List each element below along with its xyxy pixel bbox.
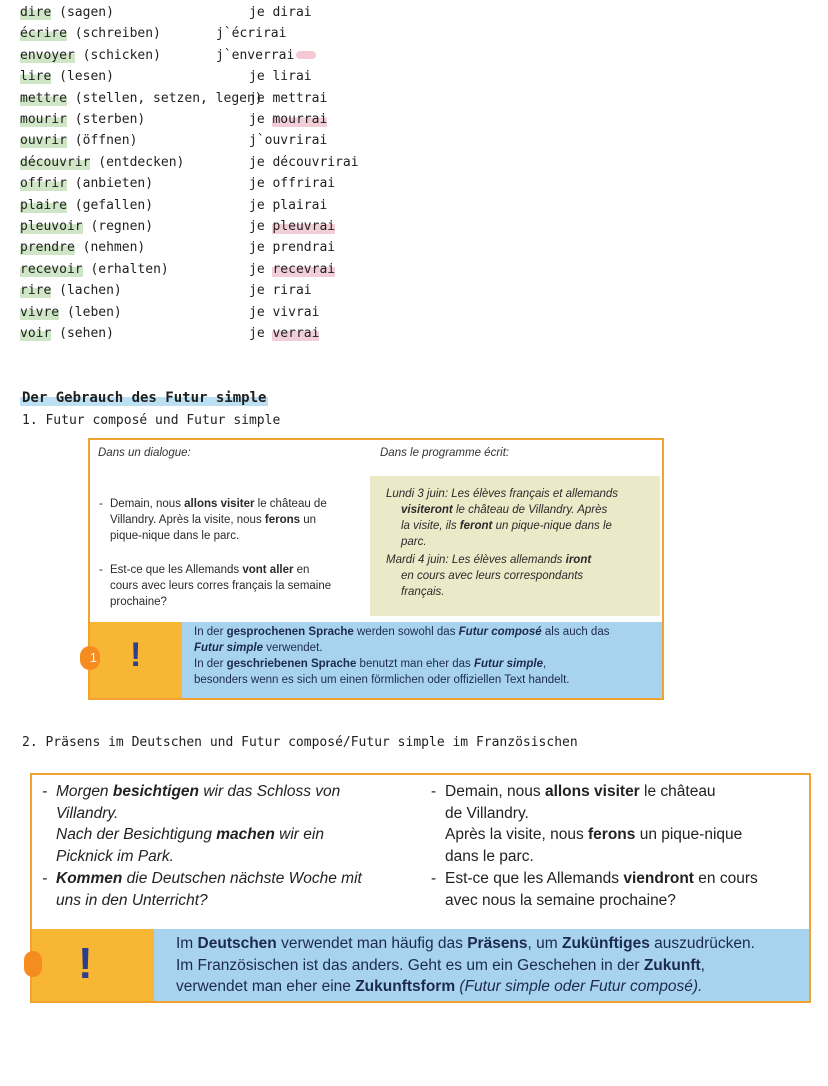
german-translation: (sagen) <box>51 5 114 20</box>
subsection-1-title: 1. Futur composé und Futur simple <box>22 413 281 428</box>
irregular-stem-highlight: recevrai <box>272 261 336 277</box>
future-form <box>249 240 335 256</box>
verb-row <box>20 176 153 192</box>
irregular-stem-highlight: verrai <box>272 326 320 341</box>
programme-day-1: Lundi 3 juin: Les élèves français et allemands visiteront le château de Villandry. Après la visite, ils feront un pique-nique dans le parc. <box>386 488 619 548</box>
future-text: je découvrirai <box>249 154 359 170</box>
verb-row <box>20 283 122 299</box>
future-form <box>249 305 319 321</box>
future-form <box>249 219 335 235</box>
german-translation: (sehen) <box>51 326 114 341</box>
dialogue-example-2: - Est-ce que les Allemands vont aller en cours avec leurs corres français la semaine prochaine? <box>99 564 332 608</box>
label-programme: Dans le programme écrit: <box>380 447 510 459</box>
german-translation: (leben) <box>59 304 122 320</box>
future-text: je vivrai <box>249 304 320 320</box>
note-2 <box>32 929 809 1001</box>
german-translation: (gefallen) <box>66 197 154 213</box>
label-dialogue: Dans un dialogue: <box>98 447 191 459</box>
german-examples: - Morgen besichtigen wir das Schloss von Villandry. Nach der Besichtigung machen wir ein Picknick im Park. - Kommen die Deutschen nächste Woche mit uns in den Unterricht? <box>42 783 362 909</box>
future-form <box>249 133 327 149</box>
infinitive: recevoir <box>20 261 83 277</box>
note-1-number: 1 <box>80 646 100 670</box>
future-form <box>249 326 319 342</box>
infinitive: envoyer <box>20 47 75 63</box>
german-translation: (sterben) <box>66 112 146 127</box>
highlighter-mark <box>296 51 316 59</box>
infinitive: mettre <box>20 90 67 106</box>
future-pronoun: je <box>249 112 273 127</box>
verb-row <box>20 155 184 171</box>
future-form <box>249 155 359 171</box>
infinitive: rire <box>20 283 52 299</box>
infinitive: dire <box>20 5 52 20</box>
german-translation: (stellen, setzen, legen) <box>66 90 263 106</box>
verb-row <box>20 91 263 107</box>
verb-row <box>20 219 153 235</box>
future-text: je dirai <box>249 5 312 20</box>
verb-row <box>20 240 145 256</box>
verb-row <box>20 5 114 21</box>
verb-row <box>20 112 145 128</box>
box-praesens-futur <box>30 773 811 1003</box>
note-2-number <box>24 951 42 977</box>
german-translation: (entdecken) <box>90 154 185 170</box>
note-1-marker <box>90 622 182 698</box>
future-form <box>249 69 312 85</box>
verb-row <box>20 262 169 278</box>
verb-row <box>20 133 137 149</box>
future-pronoun: je <box>249 326 273 341</box>
future-text: je plairai <box>249 197 328 213</box>
infinitive: mourir <box>20 112 67 127</box>
french-examples: - Demain, nous allons visiter le château de Villandry. Après la visite, nous ferons un pique-nique dans le parc. - Est-ce que les Allemands viendront en cours avec nous la semaine prochaine? <box>431 783 758 909</box>
future-form <box>249 262 335 278</box>
future-form <box>249 198 327 214</box>
german-translation: (regnen) <box>82 219 154 234</box>
future-form <box>249 283 312 299</box>
german-translation: (erhalten) <box>82 261 169 277</box>
infinitive: écrire <box>20 26 67 42</box>
future-text: je lirai <box>249 69 312 85</box>
verb-row <box>20 26 161 42</box>
future-text: j`écrirai <box>216 26 287 42</box>
future-form <box>249 91 327 107</box>
future-pronoun: je <box>249 219 273 234</box>
infinitive: lire <box>20 69 52 85</box>
infinitive: vivre <box>20 304 60 320</box>
german-translation: (schreiben) <box>66 26 161 42</box>
future-form <box>216 26 286 42</box>
future-text: je rirai <box>249 283 312 299</box>
future-text: je prendrai <box>249 240 336 256</box>
future-text: j`enverrai <box>216 47 295 63</box>
section-title: Der Gebrauch des Futur simple <box>22 390 267 406</box>
infinitive: pleuvoir <box>20 219 83 234</box>
future-pronoun: je <box>249 261 273 277</box>
german-translation: (schicken) <box>74 47 161 63</box>
subsection-2-title: 2. Präsens im Deutschen und Futur composé/Futur simple im Französischen <box>22 735 578 750</box>
future-form <box>216 48 316 64</box>
infinitive: prendre <box>20 240 75 256</box>
verb-row <box>20 326 114 342</box>
german-translation: (lachen) <box>51 283 122 299</box>
infinitive: offrir <box>20 176 67 192</box>
note-2-marker <box>32 929 154 1001</box>
future-form <box>249 5 312 21</box>
dialogue-example-1: - Demain, nous allons visiter le château de Villandry. Après la visite, nous ferons un pique-nique dans le parc. <box>99 498 327 542</box>
note-1 <box>90 622 662 698</box>
irregular-stem-highlight: pleuvrai <box>272 219 336 234</box>
future-form <box>249 112 327 128</box>
exclamation-icon: ! <box>78 939 93 988</box>
infinitive: plaire <box>20 197 67 213</box>
infinitive: ouvrir <box>20 133 67 149</box>
german-translation: (nehmen) <box>74 240 146 256</box>
future-text: je offrirai <box>249 176 336 192</box>
written-programme <box>370 476 660 616</box>
verb-row <box>20 198 153 214</box>
verb-row <box>20 48 161 64</box>
note-2-text: Im Deutschen verwendet man häufig das Präsens, um Zukünftiges auszudrücken. Im Französischen ist das anders. Geht es um ein Geschehen in der Zukunft, verwendet man eher eine Zukunftsform (Futur simple oder Futur composé). <box>176 935 755 996</box>
german-translation: (lesen) <box>51 69 114 85</box>
programme-day-2: Mardi 4 juin: Les élèves allemands iront en cours avec leurs correspondants français. <box>386 554 592 598</box>
note-1-text: In der gesprochenen Sprache werden sowohl das Futur composé als auch das Futur simple verwendet. In der geschriebenen Sprache benutzt man eher das Futur simple, besonders wenn es sich um einen förmlichen oder offiziellen Text handelt. <box>194 626 610 686</box>
future-text: j`ouvrirai <box>249 133 328 149</box>
exclamation-icon: ! <box>130 636 142 674</box>
irregular-stem-highlight: mourrai <box>272 112 328 127</box>
future-form <box>249 176 335 192</box>
verb-row <box>20 305 122 321</box>
box-futur-compose-simple <box>88 438 664 700</box>
future-text: je mettrai <box>249 90 328 106</box>
verb-row <box>20 69 114 85</box>
infinitive: découvrir <box>20 154 91 170</box>
german-translation: (anbieten) <box>66 176 154 192</box>
german-translation: (öffnen) <box>66 133 138 149</box>
infinitive: voir <box>20 326 52 341</box>
